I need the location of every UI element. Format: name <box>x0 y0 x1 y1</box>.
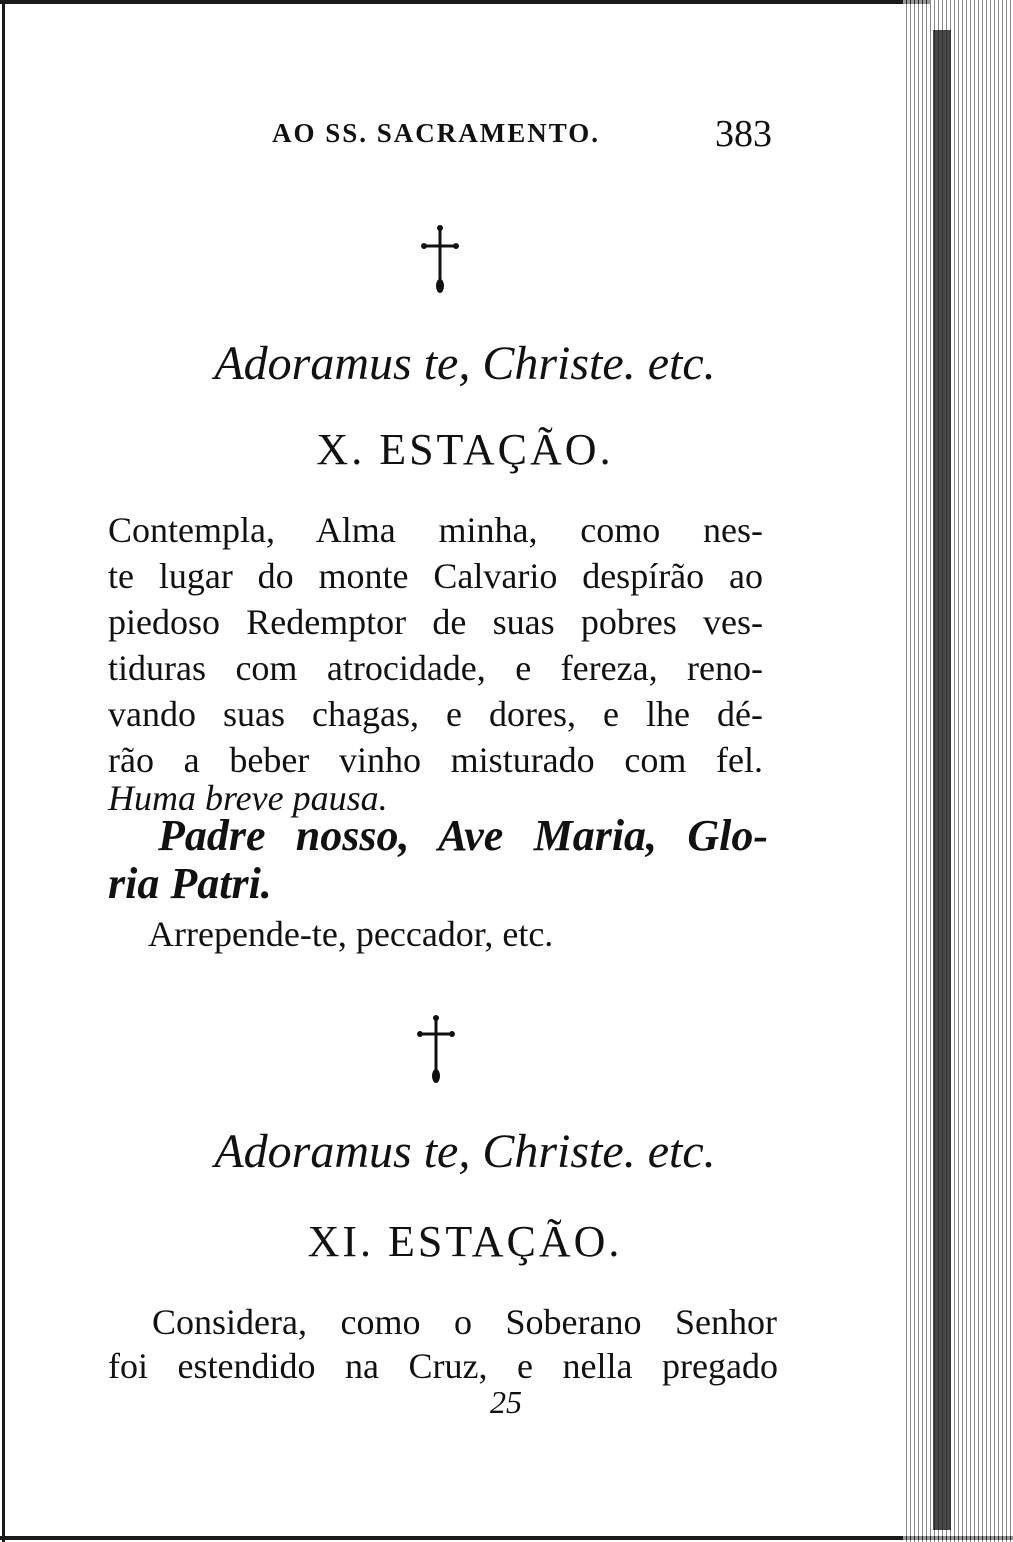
binding-shadow <box>933 30 951 1530</box>
text-line: te lugar do monte Calvario despírão ao <box>108 556 763 596</box>
prayer-line: ria Patri. <box>108 859 272 908</box>
page-number: 383 <box>715 113 772 155</box>
refrain-line: Arrepende-te, peccador, etc. <box>148 914 554 954</box>
cross-icon <box>420 222 460 294</box>
cross-icon <box>416 1012 456 1084</box>
text-line: piedoso Redemptor de suas pobres ves- <box>108 602 763 642</box>
text-line: Considera, como o Soberano Senhor <box>152 1302 777 1342</box>
acclamation-x: Adoramus te, Christe. etc. <box>214 337 716 390</box>
text-line: vando suas chagas, e dores, e lhe dé- <box>108 694 763 734</box>
text-line: Contempla, Alma minha, como nes- <box>108 510 763 550</box>
running-title: AO SS. SACRAMENTO. <box>272 118 601 148</box>
acclamation-xi: Adoramus te, Christe. etc. <box>214 1125 716 1178</box>
page-edge-top <box>0 0 930 4</box>
page-edge-bottom <box>0 1536 1013 1540</box>
text-line: foi estendido na Cruz, e nella pregado <box>108 1346 778 1386</box>
page-edge-left <box>2 0 5 1542</box>
page-edge-right <box>903 0 1013 1542</box>
prayer-line: Padre nosso, Ave Maria, Glo- <box>158 811 768 860</box>
text-line: tiduras com atrocidade, e fereza, reno- <box>108 648 763 688</box>
pause-instruction: Huma breve pausa. <box>108 778 388 818</box>
running-head <box>272 112 772 156</box>
text-line: rão a beber vinho misturado com fel. <box>108 740 763 780</box>
station-title-x: X. ESTAÇÃO. <box>316 425 614 474</box>
station-title-xi: XI. ESTAÇÃO. <box>307 1217 623 1266</box>
signature-mark: 25 <box>490 1384 522 1420</box>
